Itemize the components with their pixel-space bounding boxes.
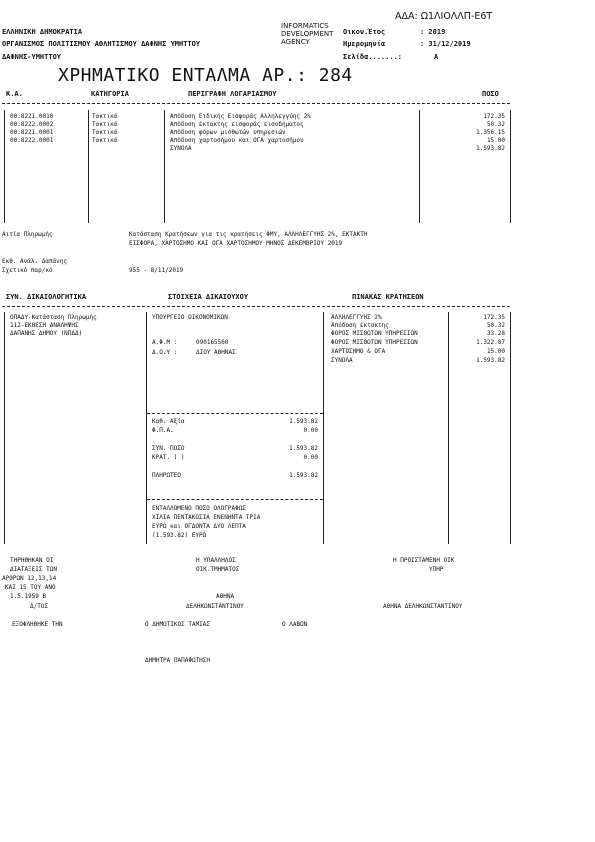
row-1-description: Απόδοση Ειδικής Εισφοράς Αλληλεγγύης 2% (170, 113, 311, 120)
legal-note-6: Δ/ΤΟΣ (30, 603, 49, 610)
ada-code: ΑΔΑ: Ω1ΛΙΟΛΛΠ-Ε6Τ (395, 11, 493, 22)
logo-informatics: INFORMATICS (281, 22, 329, 30)
row-1-amount: 172.35 (483, 113, 505, 120)
legal-note-1: ΤΗΡΗΘΗΚΑΝ ΟΙ (10, 557, 54, 564)
withholding-4-label: ΦΟΡΟΣ ΜΙΣΘΩΤΩΝ ΥΠΗΡΕΣΙΩΝ (331, 339, 418, 346)
section-divider-3 (448, 312, 449, 544)
row-3-category: Τακτικά (92, 129, 118, 136)
row-4-ka: 00.8222.0001 (10, 137, 54, 144)
row-4-description: Απόδοση χαρτοσήμου και ΟΓΑ χαρτοσήμου (170, 137, 304, 144)
withholding-total-label: ΣΥΝΟΛΑ (331, 357, 353, 364)
row-2-ka: 00.8222.0002 (10, 121, 54, 128)
section-divider-1 (146, 312, 147, 544)
doc-item-2: 112-ΕΚΘΕΣΗ ΑΝΑΛΗΨΗΣ (10, 322, 79, 329)
section-divider-2 (323, 312, 324, 544)
clerk-title-2: ΟΙΚ.ΤΜΗΜΑΤΟΣ (196, 566, 240, 573)
total-value: 1.593.82 (289, 445, 318, 452)
clerk-title-1: Η ΥΠΑΛΛΗΛΟΣ (196, 557, 236, 564)
row-2-amount: 50.32 (486, 121, 505, 128)
table-divider-1 (88, 110, 89, 223)
creditor-doy-label: Δ.Ο.Υ : (152, 349, 178, 356)
paid-on-label: ΕΞΟΦΛΗΘΗΚΕ ΤΗΝ (12, 621, 63, 628)
withholding-2-label: Απόδοση έκτακτης (331, 322, 389, 329)
receiver-title: Ο ΛΑΒΩΝ (282, 621, 308, 628)
net-value-label: Καθ. Αξία (152, 418, 185, 425)
header-line-1: ΕΛΛΗΝΙΚΗ ΔΗΜΟΚΡΑΤΙΑ (2, 28, 83, 36)
table-border-right (510, 110, 511, 223)
section-divider (2, 306, 510, 307)
row-total-amount: 1.593.82 (476, 145, 505, 152)
page-label: Σελίδα.......: (343, 53, 403, 61)
row-3-ka: 00.8221.0001 (10, 129, 54, 136)
clerk-name-2: ΔΕΛΗΚΩΝΣΤΑΝΤΙΝΟΥ (186, 603, 244, 610)
header-line-2: ΟΡΓΑΝΙΣΜΟΣ ΠΟΛΙΤΙΣΜΟΥ ΑΘΛΗΤΙΣΜΟΥ ΔΑΦΝΗΣ ΥΜΗΤΤΟΥ (2, 40, 201, 48)
page-value: A (434, 53, 439, 61)
logo-development: DEVELOPMENT (281, 30, 334, 38)
deductions-value: 0.00 (303, 454, 318, 461)
amounts-divider-bottom (147, 499, 323, 500)
withholding-1-value: 172.35 (483, 314, 505, 321)
withholding-total-value: 1.593.82 (476, 357, 505, 364)
cashier-name: ΔΗΜΗΤΡΑ ΠΑΠΑΦΩΤΗΣΗ (145, 657, 211, 664)
head-name: ΑΘΗΝΑ ΔΕΛΗΚΩΝΣΤΑΝΤΙΝΟΥ (383, 603, 463, 610)
withholding-5-label: ΧΑΡΤΟΣΗΜΟ & ΟΓΑ (331, 348, 386, 355)
exec-label-1: Εκθ. Ανάλ. Δαπάνης (2, 258, 68, 265)
creditor-afm: 090165560 (196, 339, 229, 346)
clerk-name-1: ΑΘΗΝΑ (216, 593, 235, 600)
section-border-right (510, 312, 511, 544)
vat-value: 0.00 (303, 427, 318, 434)
cashier-title: Ο ΔΗΜΟΤΙΚΟΣ ΤΑΜΙΑΣ (145, 621, 211, 628)
legal-note-5: 1.5.1959 Β (10, 593, 47, 600)
doc-item-3: ΔΑΠΑΝΗΣ ΔΗΜΟΥ (ΝΠΔΔ) (10, 330, 83, 337)
date-value: : 31/12/2019 (420, 40, 471, 48)
year-value: : 2019 (420, 28, 446, 36)
row-2-category: Τακτικά (92, 121, 118, 128)
amount-words-3: (1.593.82) ΕΥΡΩ (152, 532, 207, 539)
section-withholdings-title: ΠΙΝΑΚΑΣ ΚΡΑΤΗΣΕΩΝ (352, 293, 424, 301)
row-1-category: Τακτικά (92, 113, 118, 120)
withholding-4-value: 1.322.87 (476, 339, 505, 346)
total-label: ΣΥΝ. ΠΟΣΟ (152, 445, 185, 452)
row-1-ka: 00.8221.0010 (10, 113, 54, 120)
vat-label: Φ.Π.Α. (152, 427, 174, 434)
date-label: Ημερομηνία (343, 40, 386, 48)
creditor-name: ΥΠΟΥΡΓΕΙΟ ΟΙΚΟΝΟΜΙΚΩΝ (152, 314, 228, 321)
legal-note-4: ΚΑΙ 15 ΤΟΥ ΑΝΟ (5, 584, 56, 591)
head-title-1: Η ΠΡΟΙΣΤΑΜΕΝΗ ΟΙΚ (393, 557, 455, 564)
withholding-3-label: ΦΟΡΟΣ ΜΙΣΘΩΤΩΝ ΥΠΗΡΕΣΙΩΝ (331, 330, 418, 337)
col-header-ka: Κ.Α. (6, 90, 23, 98)
row-total-label: ΣΥΝΟΛΑ (170, 145, 192, 152)
header-divider (2, 103, 510, 104)
logo-agency: AGENCY (281, 38, 310, 46)
amount-words-1: ΧΙΛΙΑ ΠΕΝΤΑΚΟΣΙΑ ΕΝΕΝΗΝΤΑ ΤΡΙΑ (152, 514, 261, 521)
amount-words-2: ΕΥΡΩ και ΟΓΔΟΝΤΑ ΔΥΟ ΛΕΠΤΑ (152, 523, 246, 530)
creditor-afm-label: Α.Φ.Μ : (152, 339, 178, 346)
section-border-left (4, 312, 5, 544)
reason-label: Αιτία Πληρωμής (2, 231, 53, 238)
withholding-3-value: 33.28 (486, 330, 505, 337)
withholding-1-label: ΑΛΛΗΛΕΓΓΥΗΣ 2% (331, 314, 382, 321)
row-2-description: Απόδοση έκτακτης εισφοράς εισοδήματος (170, 121, 304, 128)
col-header-description: ΠΕΡΙΓΡΑΦΗ ΛΟΓΑΡΙΑΣΜΟΥ (188, 90, 277, 98)
document-title: ΧΡΗΜΑΤΙΚΟ ΕΝΤΑΛΜΑ ΑΡ.: 284 (58, 65, 353, 86)
reason-line-2: ΕΙΣΦΟΡΑ, ΧΑΡΤΟΣΗΜΟ ΚΑΙ ΟΓΑ ΧΑΡΤΟΣΗΜΟΥ ΜΗΝΟΣ ΔΕΚΕΜΒΡΙΟΥ 2019 (129, 240, 343, 247)
withholding-5-value: 15.00 (486, 348, 505, 355)
legal-note-3: ΑΡΘΡΩΝ 12,13,14 (2, 575, 57, 582)
exec-label-2: Σχετικό παρ/κό (2, 267, 53, 274)
col-header-amount: ΠΟΣΟ (482, 90, 499, 98)
net-value: 1.593.82 (289, 418, 318, 425)
header-line-3: ΔΑΦΝΗΣ-ΥΜΗΤΤΟΥ (2, 53, 62, 61)
doc-item-1: ΟΠΑΔΥ-Κατάσταση Πληρωμής (10, 314, 97, 321)
year-label: Οικον.Έτος (343, 28, 386, 36)
section-docs-title: ΣΥΝ. ΔΙΚΑΙΟΛΟΓΗΤΙΚΑ (6, 293, 87, 301)
table-border-left (4, 110, 5, 223)
row-3-amount: 1.356.15 (476, 129, 505, 136)
table-divider-2 (164, 110, 165, 223)
legal-note-2: ΔΙΑΤΑΞΕΙΣ ΤΩΝ (10, 566, 57, 573)
head-title-2: ΥΠΗΡ (429, 566, 444, 573)
creditor-doy: ΔΙΟΥ ΑΘΗΝΑΣ (196, 349, 236, 356)
amounts-divider-top (147, 413, 323, 414)
payable-label: ΠΛΗΡΩΤΕΟ (152, 472, 181, 479)
section-creditor-title: ΣΤΟΙΧΕΙΑ ΔΙΚΑΙΟΥΧΟΥ (168, 293, 249, 301)
payable-value: 1.593.82 (289, 472, 318, 479)
row-4-category: Τακτικά (92, 137, 118, 144)
deductions-label: ΚΡΑΤ. ( ) (152, 454, 185, 461)
row-3-description: Απόδοση φόρων μισθωτών υπηρεσιών (170, 129, 286, 136)
col-header-category: ΚΑΤΗΓΟΡΙΑ (91, 90, 129, 98)
reason-line-1: Κατάσταση Κρατήσεων για τις κρατήσεις ΦΜΥ, ΑΛΛΗΛΕΓΓΥΗΣ 2%, ΕΚΤΑΚΤΗ (129, 231, 368, 238)
amount-words-label: ΕΝΤΑΛΛΟΜΕΝΟ ΠΟΣΟ ΟΛΟΓΡΑΦΩΣ (152, 505, 246, 512)
row-4-amount: 15.00 (486, 137, 505, 144)
withholding-2-value: 50.32 (486, 322, 505, 329)
exec-value: 955 - 8/11/2019 (129, 267, 184, 274)
